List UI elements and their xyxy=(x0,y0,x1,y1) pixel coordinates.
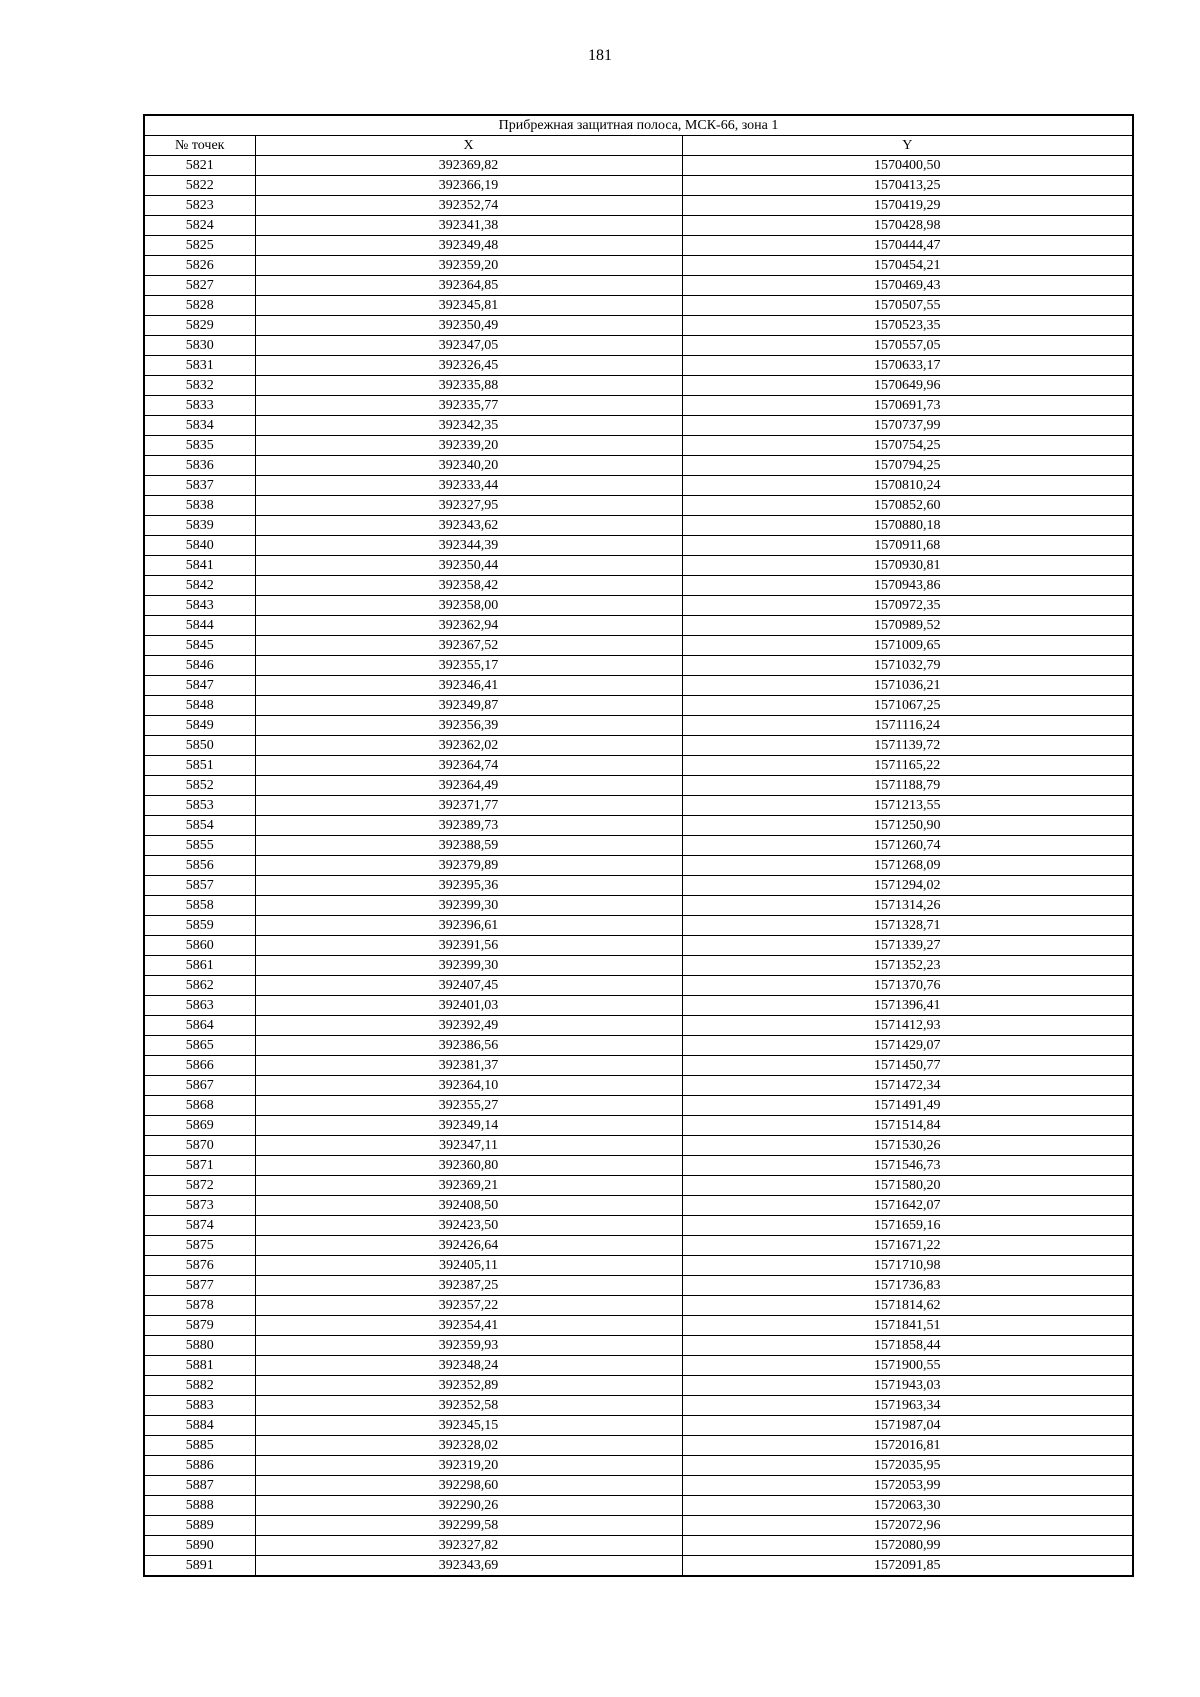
x-coordinate-cell: 392350,44 xyxy=(255,556,682,576)
point-number-cell: 5885 xyxy=(144,1436,255,1456)
table-row xyxy=(144,1536,1133,1556)
point-number-cell: 5854 xyxy=(144,816,255,836)
point-number-cell: 5882 xyxy=(144,1376,255,1396)
y-coordinate-cell: 1572035,95 xyxy=(682,1456,1133,1476)
table-row xyxy=(144,936,1133,956)
y-coordinate-cell: 1571900,55 xyxy=(682,1356,1133,1376)
point-number-cell: 5874 xyxy=(144,1216,255,1236)
y-coordinate-cell: 1571314,26 xyxy=(682,896,1133,916)
x-coordinate-cell: 392327,95 xyxy=(255,496,682,516)
y-coordinate-cell: 1570852,60 xyxy=(682,496,1133,516)
y-coordinate-cell: 1571268,09 xyxy=(682,856,1133,876)
y-coordinate-cell: 1570557,05 xyxy=(682,336,1133,356)
table-row xyxy=(144,576,1133,596)
y-coordinate-cell: 1571472,34 xyxy=(682,1076,1133,1096)
y-coordinate-cell: 1571530,26 xyxy=(682,1136,1133,1156)
point-number-cell: 5887 xyxy=(144,1476,255,1496)
point-number-cell: 5861 xyxy=(144,956,255,976)
y-coordinate-cell: 1571943,03 xyxy=(682,1376,1133,1396)
x-coordinate-cell: 392347,11 xyxy=(255,1136,682,1156)
x-coordinate-cell: 392340,20 xyxy=(255,456,682,476)
x-coordinate-cell: 392407,45 xyxy=(255,976,682,996)
y-coordinate-cell: 1570444,47 xyxy=(682,236,1133,256)
point-number-cell: 5888 xyxy=(144,1496,255,1516)
x-coordinate-cell: 392364,10 xyxy=(255,1076,682,1096)
point-number-cell: 5827 xyxy=(144,276,255,296)
table-row xyxy=(144,176,1133,196)
point-number-cell: 5859 xyxy=(144,916,255,936)
y-coordinate-cell: 1571491,49 xyxy=(682,1096,1133,1116)
table-row xyxy=(144,1236,1133,1256)
point-number-cell: 5848 xyxy=(144,696,255,716)
y-coordinate-cell: 1571294,02 xyxy=(682,876,1133,896)
x-coordinate-cell: 392396,61 xyxy=(255,916,682,936)
y-coordinate-cell: 1570810,24 xyxy=(682,476,1133,496)
table-row xyxy=(144,996,1133,1016)
y-coordinate-cell: 1570400,50 xyxy=(682,156,1133,176)
x-coordinate-cell: 392326,45 xyxy=(255,356,682,376)
x-coordinate-cell: 392362,02 xyxy=(255,736,682,756)
x-coordinate-cell: 392355,17 xyxy=(255,656,682,676)
table-row xyxy=(144,736,1133,756)
point-number-cell: 5884 xyxy=(144,1416,255,1436)
table-header-row xyxy=(144,136,1133,156)
table-row xyxy=(144,1256,1133,1276)
x-coordinate-cell: 392367,52 xyxy=(255,636,682,656)
table-row xyxy=(144,1556,1133,1577)
x-coordinate-cell: 392399,30 xyxy=(255,896,682,916)
table-row xyxy=(144,1216,1133,1236)
point-number-cell: 5841 xyxy=(144,556,255,576)
table-row xyxy=(144,456,1133,476)
point-number-cell: 5832 xyxy=(144,376,255,396)
y-coordinate-cell: 1571429,07 xyxy=(682,1036,1133,1056)
table-row xyxy=(144,296,1133,316)
point-number-cell: 5875 xyxy=(144,1236,255,1256)
table-row xyxy=(144,916,1133,936)
y-coordinate-cell: 1571671,22 xyxy=(682,1236,1133,1256)
table-row xyxy=(144,196,1133,216)
y-coordinate-cell: 1572080,99 xyxy=(682,1536,1133,1556)
table-row xyxy=(144,676,1133,696)
x-coordinate-cell: 392342,35 xyxy=(255,416,682,436)
y-coordinate-cell: 1572072,96 xyxy=(682,1516,1133,1536)
y-coordinate-cell: 1570523,35 xyxy=(682,316,1133,336)
table-row xyxy=(144,276,1133,296)
point-number-cell: 5883 xyxy=(144,1396,255,1416)
y-coordinate-cell: 1570413,25 xyxy=(682,176,1133,196)
point-number-cell: 5842 xyxy=(144,576,255,596)
point-number-cell: 5867 xyxy=(144,1076,255,1096)
y-coordinate-cell: 1571213,55 xyxy=(682,796,1133,816)
table-row xyxy=(144,756,1133,776)
point-number-cell: 5852 xyxy=(144,776,255,796)
y-coordinate-cell: 1572053,99 xyxy=(682,1476,1133,1496)
table-row xyxy=(144,236,1133,256)
table-row xyxy=(144,1396,1133,1416)
y-coordinate-cell: 1571116,24 xyxy=(682,716,1133,736)
x-coordinate-cell: 392387,25 xyxy=(255,1276,682,1296)
x-coordinate-cell: 392352,58 xyxy=(255,1396,682,1416)
x-coordinate-cell: 392290,26 xyxy=(255,1496,682,1516)
table-row xyxy=(144,416,1133,436)
x-coordinate-cell: 392391,56 xyxy=(255,936,682,956)
y-coordinate-cell: 1571841,51 xyxy=(682,1316,1133,1336)
x-coordinate-cell: 392381,37 xyxy=(255,1056,682,1076)
table-row xyxy=(144,876,1133,896)
x-coordinate-cell: 392360,80 xyxy=(255,1156,682,1176)
y-coordinate-cell: 1572063,30 xyxy=(682,1496,1133,1516)
y-coordinate-cell: 1570419,29 xyxy=(682,196,1133,216)
y-coordinate-cell: 1572091,85 xyxy=(682,1556,1133,1577)
table-row xyxy=(144,896,1133,916)
y-coordinate-cell: 1571814,62 xyxy=(682,1296,1133,1316)
point-number-cell: 5873 xyxy=(144,1196,255,1216)
point-number-cell: 5857 xyxy=(144,876,255,896)
x-coordinate-cell: 392379,89 xyxy=(255,856,682,876)
point-number-cell: 5844 xyxy=(144,616,255,636)
table-row xyxy=(144,336,1133,356)
point-number-cell: 5847 xyxy=(144,676,255,696)
y-coordinate-cell: 1571710,98 xyxy=(682,1256,1133,1276)
x-coordinate-cell: 392350,49 xyxy=(255,316,682,336)
table-row xyxy=(144,976,1133,996)
x-coordinate-cell: 392343,62 xyxy=(255,516,682,536)
point-number-cell: 5829 xyxy=(144,316,255,336)
y-coordinate-cell: 1571328,71 xyxy=(682,916,1133,936)
x-coordinate-cell: 392333,44 xyxy=(255,476,682,496)
point-number-cell: 5822 xyxy=(144,176,255,196)
point-number-cell: 5837 xyxy=(144,476,255,496)
x-coordinate-cell: 392423,50 xyxy=(255,1216,682,1236)
x-coordinate-cell: 392335,88 xyxy=(255,376,682,396)
y-coordinate-cell: 1570649,96 xyxy=(682,376,1133,396)
y-coordinate-cell: 1571659,16 xyxy=(682,1216,1133,1236)
column-header-x: X xyxy=(255,136,682,156)
x-coordinate-cell: 392349,87 xyxy=(255,696,682,716)
x-coordinate-cell: 392328,02 xyxy=(255,1436,682,1456)
x-coordinate-cell: 392369,21 xyxy=(255,1176,682,1196)
table-row xyxy=(144,396,1133,416)
point-number-cell: 5823 xyxy=(144,196,255,216)
point-number-cell: 5881 xyxy=(144,1356,255,1376)
page-number: 181 xyxy=(588,47,612,64)
table-row xyxy=(144,1276,1133,1296)
x-coordinate-cell: 392389,73 xyxy=(255,816,682,836)
table-row xyxy=(144,1156,1133,1176)
table-row xyxy=(144,1096,1133,1116)
table-row xyxy=(144,1376,1133,1396)
point-number-cell: 5858 xyxy=(144,896,255,916)
x-coordinate-cell: 392349,14 xyxy=(255,1116,682,1136)
table-row xyxy=(144,816,1133,836)
x-coordinate-cell: 392335,77 xyxy=(255,396,682,416)
point-number-cell: 5862 xyxy=(144,976,255,996)
x-coordinate-cell: 392358,00 xyxy=(255,596,682,616)
point-number-cell: 5864 xyxy=(144,1016,255,1036)
point-number-cell: 5866 xyxy=(144,1056,255,1076)
table-row xyxy=(144,1296,1133,1316)
point-number-cell: 5850 xyxy=(144,736,255,756)
point-number-cell: 5838 xyxy=(144,496,255,516)
y-coordinate-cell: 1571450,77 xyxy=(682,1056,1133,1076)
table-row xyxy=(144,956,1133,976)
y-coordinate-cell: 1570989,52 xyxy=(682,616,1133,636)
x-coordinate-cell: 392366,19 xyxy=(255,176,682,196)
table-caption-row xyxy=(144,115,1133,136)
table-row xyxy=(144,1196,1133,1216)
y-coordinate-cell: 1570972,35 xyxy=(682,596,1133,616)
point-number-cell: 5876 xyxy=(144,1256,255,1276)
point-number-cell: 5865 xyxy=(144,1036,255,1056)
point-number-cell: 5890 xyxy=(144,1536,255,1556)
table-row xyxy=(144,556,1133,576)
table-row xyxy=(144,1336,1133,1356)
y-coordinate-cell: 1570754,25 xyxy=(682,436,1133,456)
y-coordinate-cell: 1571032,79 xyxy=(682,656,1133,676)
x-coordinate-cell: 392339,20 xyxy=(255,436,682,456)
y-coordinate-cell: 1570930,81 xyxy=(682,556,1133,576)
point-number-cell: 5860 xyxy=(144,936,255,956)
table-row xyxy=(144,696,1133,716)
point-number-cell: 5872 xyxy=(144,1176,255,1196)
y-coordinate-cell: 1571067,25 xyxy=(682,696,1133,716)
point-number-cell: 5839 xyxy=(144,516,255,536)
point-number-cell: 5863 xyxy=(144,996,255,1016)
table-row xyxy=(144,436,1133,456)
y-coordinate-cell: 1570428,98 xyxy=(682,216,1133,236)
y-coordinate-cell: 1570911,68 xyxy=(682,536,1133,556)
y-coordinate-cell: 1570943,86 xyxy=(682,576,1133,596)
point-number-cell: 5889 xyxy=(144,1516,255,1536)
table-row xyxy=(144,1116,1133,1136)
x-coordinate-cell: 392298,60 xyxy=(255,1476,682,1496)
x-coordinate-cell: 392356,39 xyxy=(255,716,682,736)
table-row xyxy=(144,476,1133,496)
point-number-cell: 5840 xyxy=(144,536,255,556)
y-coordinate-cell: 1571009,65 xyxy=(682,636,1133,656)
table-row xyxy=(144,156,1133,176)
point-number-cell: 5845 xyxy=(144,636,255,656)
y-coordinate-cell: 1571036,21 xyxy=(682,676,1133,696)
coordinates-table xyxy=(143,114,1134,1577)
point-number-cell: 5849 xyxy=(144,716,255,736)
x-coordinate-cell: 392364,85 xyxy=(255,276,682,296)
x-coordinate-cell: 392401,03 xyxy=(255,996,682,1016)
y-coordinate-cell: 1570794,25 xyxy=(682,456,1133,476)
table-caption: Прибрежная защитная полоса, МСК-66, зона 1 xyxy=(144,115,1133,136)
x-coordinate-cell: 392395,36 xyxy=(255,876,682,896)
point-number-cell: 5855 xyxy=(144,836,255,856)
point-number-cell: 5843 xyxy=(144,596,255,616)
point-number-cell: 5886 xyxy=(144,1456,255,1476)
table-row xyxy=(144,1476,1133,1496)
x-coordinate-cell: 392343,69 xyxy=(255,1556,682,1577)
x-coordinate-cell: 392352,74 xyxy=(255,196,682,216)
y-coordinate-cell: 1571736,83 xyxy=(682,1276,1133,1296)
y-coordinate-cell: 1572016,81 xyxy=(682,1436,1133,1456)
x-coordinate-cell: 392357,22 xyxy=(255,1296,682,1316)
point-number-cell: 5828 xyxy=(144,296,255,316)
y-coordinate-cell: 1571188,79 xyxy=(682,776,1133,796)
point-number-cell: 5878 xyxy=(144,1296,255,1316)
point-number-cell: 5821 xyxy=(144,156,255,176)
y-coordinate-cell: 1571412,93 xyxy=(682,1016,1133,1036)
point-number-cell: 5856 xyxy=(144,856,255,876)
table-row xyxy=(144,1316,1133,1336)
coordinates-table-container xyxy=(143,114,1132,1577)
y-coordinate-cell: 1570880,18 xyxy=(682,516,1133,536)
table-row xyxy=(144,716,1133,736)
x-coordinate-cell: 392386,56 xyxy=(255,1036,682,1056)
point-number-cell: 5825 xyxy=(144,236,255,256)
point-number-cell: 5826 xyxy=(144,256,255,276)
table-row xyxy=(144,836,1133,856)
point-number-cell: 5879 xyxy=(144,1316,255,1336)
table-row xyxy=(144,256,1133,276)
point-number-cell: 5833 xyxy=(144,396,255,416)
y-coordinate-cell: 1570507,55 xyxy=(682,296,1133,316)
table-row xyxy=(144,536,1133,556)
point-number-cell: 5880 xyxy=(144,1336,255,1356)
y-coordinate-cell: 1571963,34 xyxy=(682,1396,1133,1416)
table-row xyxy=(144,216,1133,236)
point-number-cell: 5851 xyxy=(144,756,255,776)
x-coordinate-cell: 392364,74 xyxy=(255,756,682,776)
x-coordinate-cell: 392358,42 xyxy=(255,576,682,596)
y-coordinate-cell: 1571546,73 xyxy=(682,1156,1133,1176)
table-row xyxy=(144,656,1133,676)
table-row xyxy=(144,1436,1133,1456)
table-row xyxy=(144,776,1133,796)
table-row xyxy=(144,1416,1133,1436)
x-coordinate-cell: 392362,94 xyxy=(255,616,682,636)
y-coordinate-cell: 1570691,73 xyxy=(682,396,1133,416)
point-number-cell: 5824 xyxy=(144,216,255,236)
point-number-cell: 5835 xyxy=(144,436,255,456)
x-coordinate-cell: 392392,49 xyxy=(255,1016,682,1036)
y-coordinate-cell: 1570469,43 xyxy=(682,276,1133,296)
x-coordinate-cell: 392369,82 xyxy=(255,156,682,176)
table-row xyxy=(144,516,1133,536)
table-row xyxy=(144,636,1133,656)
table-row xyxy=(144,856,1133,876)
x-coordinate-cell: 392345,81 xyxy=(255,296,682,316)
y-coordinate-cell: 1571642,07 xyxy=(682,1196,1133,1216)
point-number-cell: 5891 xyxy=(144,1556,255,1577)
x-coordinate-cell: 392319,20 xyxy=(255,1456,682,1476)
y-coordinate-cell: 1571339,27 xyxy=(682,936,1133,956)
y-coordinate-cell: 1571250,90 xyxy=(682,816,1133,836)
table-row xyxy=(144,1496,1133,1516)
y-coordinate-cell: 1570633,17 xyxy=(682,356,1133,376)
table-row xyxy=(144,496,1133,516)
x-coordinate-cell: 392364,49 xyxy=(255,776,682,796)
table-row xyxy=(144,1056,1133,1076)
table-row xyxy=(144,1036,1133,1056)
y-coordinate-cell: 1571165,22 xyxy=(682,756,1133,776)
y-coordinate-cell: 1571370,76 xyxy=(682,976,1133,996)
x-coordinate-cell: 392388,59 xyxy=(255,836,682,856)
y-coordinate-cell: 1571858,44 xyxy=(682,1336,1133,1356)
table-row xyxy=(144,1356,1133,1376)
x-coordinate-cell: 392359,93 xyxy=(255,1336,682,1356)
y-coordinate-cell: 1570454,21 xyxy=(682,256,1133,276)
point-number-cell: 5836 xyxy=(144,456,255,476)
column-header-point-number: № точек xyxy=(144,136,255,156)
y-coordinate-cell: 1571514,84 xyxy=(682,1116,1133,1136)
y-coordinate-cell: 1571260,74 xyxy=(682,836,1133,856)
x-coordinate-cell: 392346,41 xyxy=(255,676,682,696)
x-coordinate-cell: 392355,27 xyxy=(255,1096,682,1116)
y-coordinate-cell: 1571396,41 xyxy=(682,996,1133,1016)
point-number-cell: 5834 xyxy=(144,416,255,436)
table-row xyxy=(144,1456,1133,1476)
table-row xyxy=(144,1176,1133,1196)
table-row xyxy=(144,1076,1133,1096)
table-row xyxy=(144,596,1133,616)
x-coordinate-cell: 392405,11 xyxy=(255,1256,682,1276)
x-coordinate-cell: 392426,64 xyxy=(255,1236,682,1256)
x-coordinate-cell: 392359,20 xyxy=(255,256,682,276)
table-row xyxy=(144,1516,1133,1536)
point-number-cell: 5869 xyxy=(144,1116,255,1136)
table-row xyxy=(144,1016,1133,1036)
point-number-cell: 5853 xyxy=(144,796,255,816)
column-header-y: Y xyxy=(682,136,1133,156)
x-coordinate-cell: 392344,39 xyxy=(255,536,682,556)
table-body xyxy=(144,156,1133,1577)
y-coordinate-cell: 1571987,04 xyxy=(682,1416,1133,1436)
table-row xyxy=(144,616,1133,636)
x-coordinate-cell: 392347,05 xyxy=(255,336,682,356)
x-coordinate-cell: 392371,77 xyxy=(255,796,682,816)
x-coordinate-cell: 392299,58 xyxy=(255,1516,682,1536)
table-row xyxy=(144,316,1133,336)
y-coordinate-cell: 1571352,23 xyxy=(682,956,1133,976)
x-coordinate-cell: 392341,38 xyxy=(255,216,682,236)
point-number-cell: 5877 xyxy=(144,1276,255,1296)
y-coordinate-cell: 1570737,99 xyxy=(682,416,1133,436)
point-number-cell: 5870 xyxy=(144,1136,255,1156)
y-coordinate-cell: 1571580,20 xyxy=(682,1176,1133,1196)
x-coordinate-cell: 392327,82 xyxy=(255,1536,682,1556)
y-coordinate-cell: 1571139,72 xyxy=(682,736,1133,756)
x-coordinate-cell: 392345,15 xyxy=(255,1416,682,1436)
x-coordinate-cell: 392399,30 xyxy=(255,956,682,976)
x-coordinate-cell: 392348,24 xyxy=(255,1356,682,1376)
table-row xyxy=(144,1136,1133,1156)
x-coordinate-cell: 392349,48 xyxy=(255,236,682,256)
x-coordinate-cell: 392352,89 xyxy=(255,1376,682,1396)
table-row xyxy=(144,376,1133,396)
point-number-cell: 5831 xyxy=(144,356,255,376)
point-number-cell: 5868 xyxy=(144,1096,255,1116)
x-coordinate-cell: 392408,50 xyxy=(255,1196,682,1216)
table-row xyxy=(144,796,1133,816)
point-number-cell: 5830 xyxy=(144,336,255,356)
table-row xyxy=(144,356,1133,376)
point-number-cell: 5871 xyxy=(144,1156,255,1176)
x-coordinate-cell: 392354,41 xyxy=(255,1316,682,1336)
point-number-cell: 5846 xyxy=(144,656,255,676)
